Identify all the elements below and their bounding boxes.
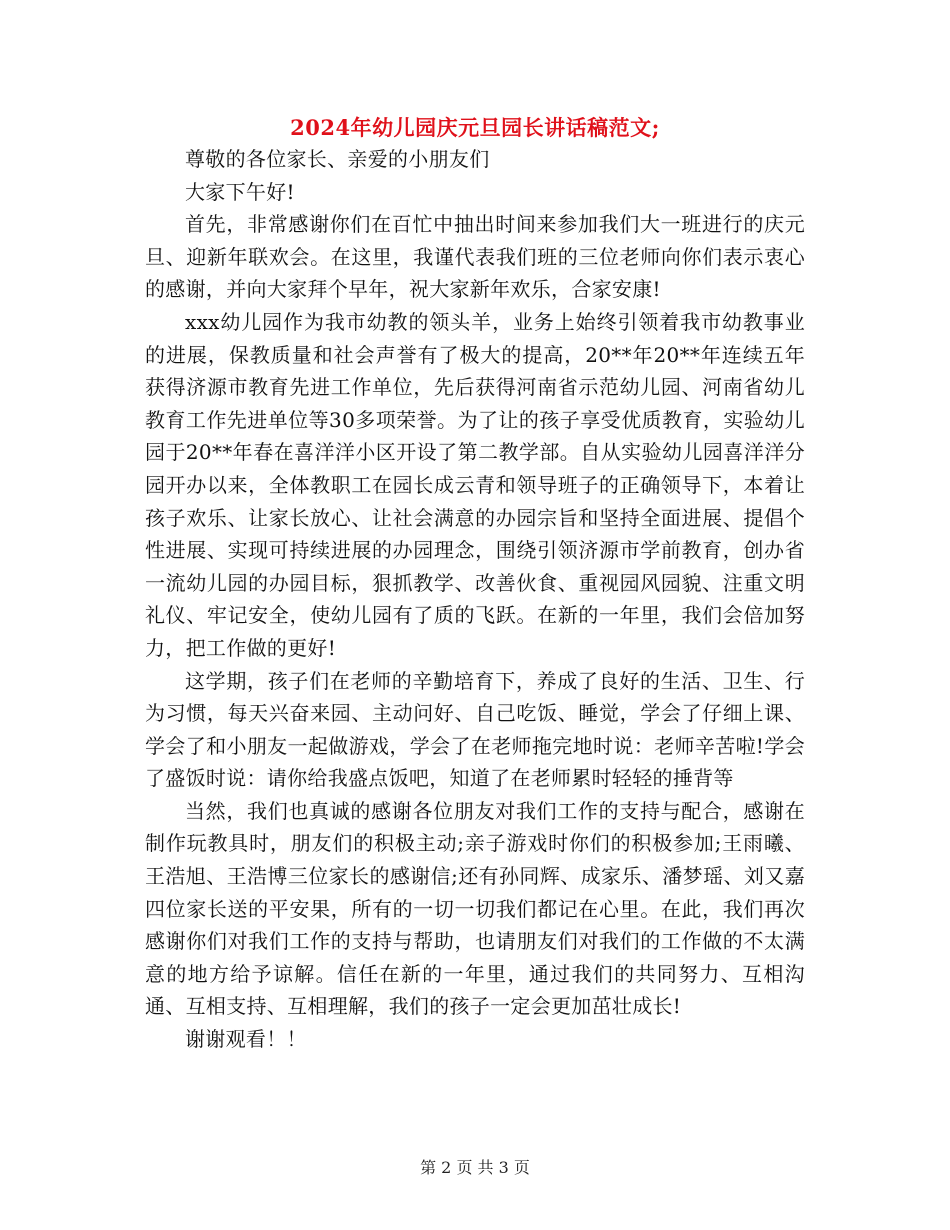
paragraph-gratitude: 当然，我们也真诚的感谢各位朋友对我们工作的支持与配合，感谢在制作玩教具时，朋友们的积极主动;亲子游戏时你们的积极参加;王雨曦、王浩旭、王浩博三位家长的感谢信;还有孙同辉、成家乐、潘梦瑶、刘又嘉四位家长送的平安果，所有的一切一切我们都记在心里。在此，我们再次感谢你们对我们工作的支持与帮助，也请朋友们对我们的工作做的不太满意的地方给予谅解。信任在新的一年里，通过我们的共同努力、互相沟通、互相支持、互相理解，我们的孩子一定会更加茁壮成长! (145, 798, 805, 1019)
document-title: 2024年幼儿园庆元旦园长讲话稿范文; (290, 115, 660, 140)
paragraph-kindergarten-intro: xxx幼儿园作为我市幼教的领头羊，业务上始终引领着我市幼教事业的进展，保教质量和社会声誉有了极大的提高，20**年20**年连续五年获得济源市教育先进工作单位，先后获得河南省示范幼儿园、河南省幼儿教育工作先进单位等30多项荣誉。为了让的孩子享受优质教育，实验幼儿园于20**年春在喜洋洋小区开设了第二教学部。自从实验幼儿园喜洋洋分园开办以来，全体教职工在园长成云青和领导班子的正确领导下，本着让孩子欢乐、让家长放心、让社会满意的办园宗旨和坚持全面进展、提倡个性进展、实现可持续进展的办园理念，围绕引领济源市学前教育，创办省一流幼儿园的办园目标，狠抓教学、改善伙食、重视园风园貌、注重文明礼仪、牢记安全，使幼儿园有了质的飞跃。在新的一年里，我们会倍加努力，把工作做的更好! (145, 309, 805, 660)
salutation: 尊敬的各位家长、亲爱的小朋友们 (185, 147, 490, 171)
paragraph-semester: 这学期，孩子们在老师的辛勤培育下，养成了良好的生活、卫生、行为习惯，每天兴奋来园、主动问好、自己吃饭、睡觉，学会了仔细上课、学会了和小朋友一起做游戏，学会了在老师拖完地时说：老师辛苦啦!学会了盛饭时说：请你给我盛点饭吧，知道了在老师累时轻轻的捶背等 (145, 668, 805, 791)
paragraph-thanks: 首先，非常感谢你们在百忙中抽出时间来参加我们大一班进行的庆元旦、迎新年联欢会。在这里，我谨代表我们班的三位老师向你们表示衷心的感谢，并向大家拜个早年，祝大家新年欢乐，合家安康! (145, 212, 805, 302)
greeting: 大家下午好! (185, 179, 295, 204)
closing: 谢谢观看！！ (185, 1027, 307, 1052)
document-body (145, 143, 805, 1056)
page-number: 第 2 页 共 3 页 (420, 1158, 530, 1177)
